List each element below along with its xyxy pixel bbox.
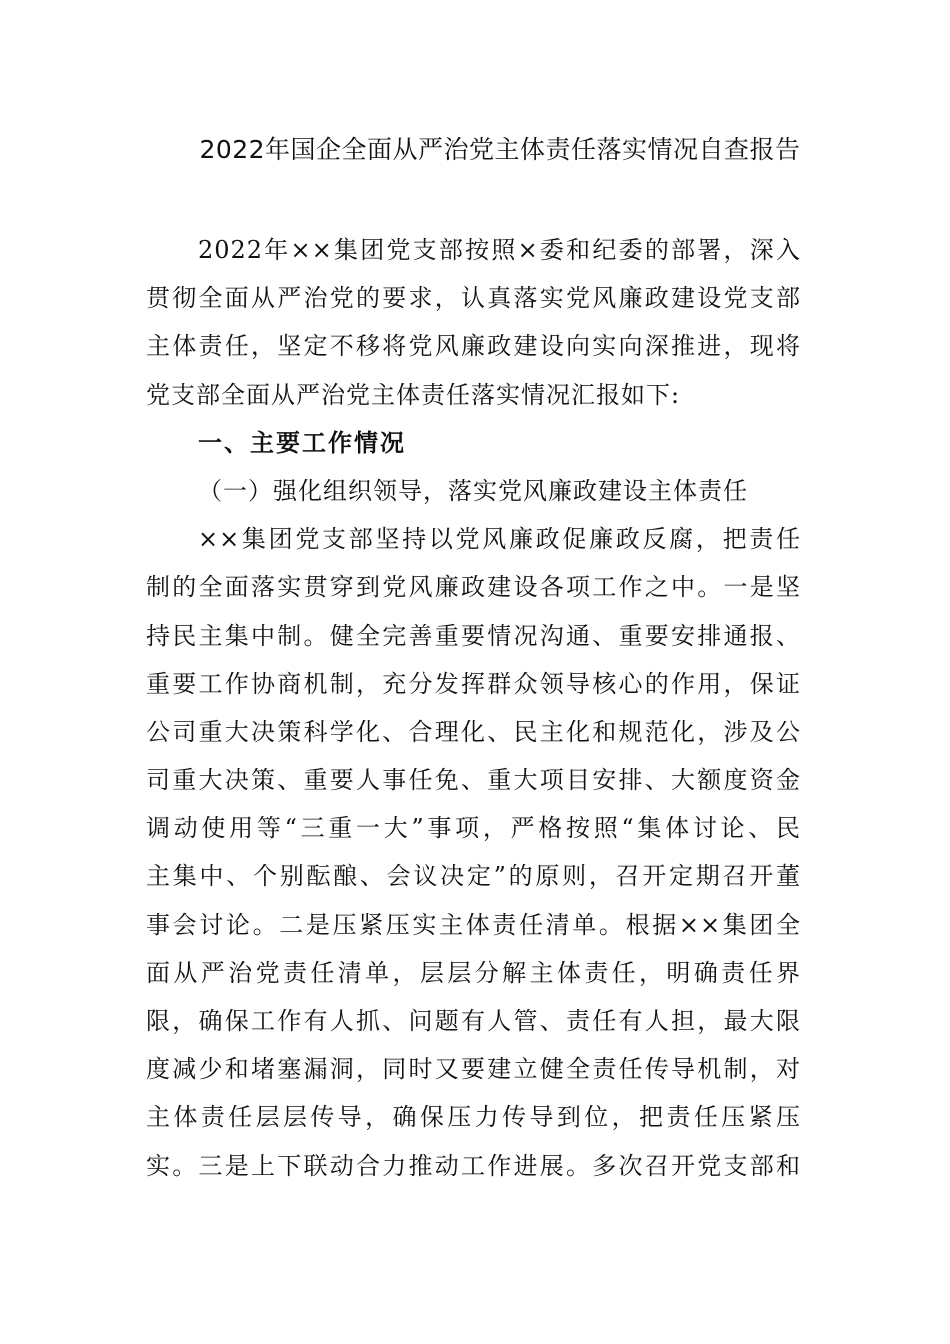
body-line: 实。三是上下联动合力推动工作进展。多次召开党支部和 bbox=[146, 1151, 801, 1180]
body-line: 限，确保工作有人抓、问题有人管、责任有人担，最大限 bbox=[146, 1007, 801, 1035]
body-line: 面从严治党责任清单，层层分解主体责任，明确责任界 bbox=[146, 958, 801, 987]
document-title: 2022年国企全面从严治党主体责任落实情况自查报告 bbox=[199, 135, 801, 164]
body-line: 公司重大决策科学化、合理化、民主化和规范化，涉及公 bbox=[146, 717, 801, 746]
intro-line: 2022年××集团党支部按照×委和纪委的部署，深入 bbox=[198, 236, 801, 264]
body-line: 主集中、个别酝酿、会议决定”的原则，召开定期召开董 bbox=[146, 862, 801, 891]
body-line: 事会讨论。二是压紧压实主体责任清单。根据××集团全 bbox=[146, 910, 801, 939]
body-line: 司重大决策、重要人事任免、重大项目安排、大额度资金 bbox=[146, 766, 801, 795]
body-line: 调动使用等“三重一大”事项，严格按照“集体讨论、民 bbox=[146, 814, 801, 843]
body-line: 重要工作协商机制，充分发挥群众领导核心的作用，保证 bbox=[146, 669, 801, 698]
document-body bbox=[146, 226, 801, 1190]
body-line: 持民主集中制。健全完善重要情况沟通、重要安排通报、 bbox=[146, 621, 801, 650]
intro-line: 党支部全面从严治党主体责任落实情况汇报如下: bbox=[146, 380, 681, 409]
body-line: 制的全面落实贯穿到党风廉政建设各项工作之中。一是坚 bbox=[146, 573, 801, 602]
subsection-heading: （一）强化组织领导，落实党风廉政建设主体责任 bbox=[198, 476, 748, 505]
body-line: 主体责任层层传导，确保压力传导到位，把责任压紧压 bbox=[146, 1103, 801, 1132]
body-line: 度减少和堵塞漏洞，同时又要建立健全责任传导机制，对 bbox=[146, 1055, 801, 1084]
body-line: ××集团党支部坚持以党风廉政促廉政反腐，把责任 bbox=[198, 525, 801, 554]
section-heading: 一、主要工作情况 bbox=[198, 428, 406, 457]
intro-line: 主体责任，坚定不移将党风廉政建设向实向深推进，现将 bbox=[146, 332, 801, 361]
intro-line: 贯彻全面从严治党的要求，认真落实党风廉政建设党支部 bbox=[146, 284, 801, 313]
